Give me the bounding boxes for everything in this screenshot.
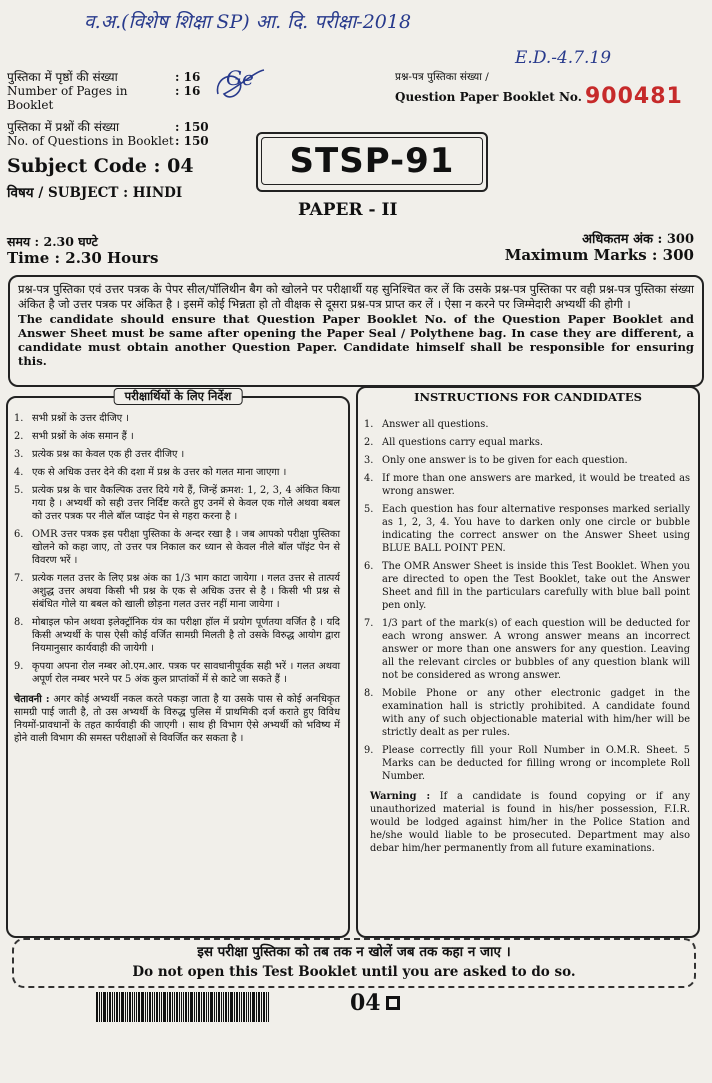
barcode-bar	[239, 992, 240, 1022]
pages-value-en: : 16	[175, 84, 201, 98]
hindi-instruction-item-text: सभी प्रश्नों के उत्तर दीजिए ।	[32, 413, 130, 424]
paper-number: PAPER - II	[298, 200, 398, 220]
english-instruction-item-text: Answer all questions.	[382, 419, 489, 430]
barcode-bar	[210, 992, 213, 1022]
english-instruction-item-number: 6.	[364, 561, 374, 572]
barcode-bar	[174, 992, 175, 1022]
english-instructions-list	[358, 388, 698, 783]
english-instruction-item	[364, 503, 690, 555]
english-instruction-item-text: Only one answer is to be given for each question.	[382, 455, 628, 466]
barcode-bar	[246, 992, 247, 1022]
barcode-bar	[223, 992, 224, 1022]
barcode-bar	[228, 992, 229, 1022]
pages-label-en: Number of Pages in Booklet	[7, 84, 128, 112]
barcode-bar	[114, 992, 115, 1022]
hindi-instruction-item-number: 5.	[14, 485, 24, 496]
barcode-bar	[230, 992, 233, 1022]
barcode-bar	[112, 992, 113, 1022]
subject-code: Subject Code : 04	[7, 155, 194, 177]
barcode-bar	[198, 992, 200, 1022]
hindi-instruction-item-text: प्रत्येक गलत उत्तर के लिए प्रश्न अंक का 1/3 भाग काटा जायेगा । गलत उत्तर से तात्पर्य अशुद्ध उत्तर अथवा किसी भी प्रश्न के एक से अधिक उत्तर से है । किसी भी प्रश्न से संबंधित गोले या बबल को खाली छोड़ना गलत उत्तर नहीं माना जायेगा ।	[32, 573, 340, 610]
english-instruction-item-text: Each question has four alternative responses marked serially as 1, 2, 3, 4. You have to darken only one circle or bubble indicating the correct answer on the Answer Sheet using BLUE BALL POINT PEN.	[382, 504, 690, 554]
english-warning-text: If a candidate is found copying or if any unauthorized material is found in his/her possession, F.I.R. would be lodged against him/her in the Police Station and he/she would liable to be prosecuted. Department may also debar him/her permanently from all future examinations.	[370, 791, 690, 854]
hindi-instructions-panel	[6, 389, 350, 938]
barcode-bar	[145, 992, 146, 1022]
barcode-bar	[261, 992, 262, 1022]
hindi-instruction-item-number: 8.	[14, 617, 24, 628]
english-instruction-item-number: 8.	[364, 688, 374, 699]
booklet-number-block	[395, 70, 705, 109]
barcode-bar	[258, 992, 260, 1022]
barcode-bar	[119, 992, 120, 1022]
barcode-bar	[241, 992, 242, 1022]
hindi-instruction-item-text: कृपया अपना रोल नम्बर ओ.एम.आर. पत्रक पर सावधानीपूर्वक सही भरें । गलत अथवा अपूर्ण रोल नम्बर भरने पर 5 अंक कुल प्राप्तांकों में से काटे जा सकते हैं ।	[32, 661, 340, 685]
pages-label-hi: पुस्तिका में पृष्ठों की संख्या	[7, 70, 118, 84]
footer-code: 04	[350, 990, 381, 1016]
barcode-bar	[208, 992, 209, 1022]
barcode-bar	[252, 992, 255, 1022]
hindi-instruction-item	[14, 660, 340, 686]
questions-label-en: No. of Questions in Booklet	[7, 134, 174, 148]
hindi-instruction-item	[14, 484, 340, 523]
barcode-bar	[152, 992, 153, 1022]
handwritten-date-note: E.D.-4.7.19	[515, 48, 612, 68]
barcode-bar	[147, 992, 148, 1022]
barcode-bar	[169, 992, 171, 1022]
paper-code: STSP-91	[261, 137, 483, 185]
barcode-bar	[109, 992, 111, 1022]
barcode-bar	[256, 992, 257, 1022]
subject-name: विषय / SUBJECT : HINDI	[7, 185, 183, 201]
barcode-bar	[138, 992, 140, 1022]
english-instructions-heading: INSTRUCTIONS FOR CANDIDATES	[414, 390, 642, 404]
hindi-instruction-item-number: 1.	[14, 413, 24, 424]
english-instruction-item-text: All questions carry equal marks.	[382, 437, 543, 448]
booklet-number-label-hi: प्रश्न-पत्र पुस्तिका संख्या /	[395, 71, 489, 83]
hindi-warning-text: अगर कोई अभ्यर्थी नकल करते पकड़ा जाता है या उसके पास से कोई अनधिकृत सामग्री पाई जाती है, तो उस अभ्यर्थी के विरुद्ध पुलिस में प्राथमिकी दर्ज कराते हुए विविध नियमों-प्रावधानों के तहत कार्यवाही की जाएगी । साथ ही विभाग ऐसे अभ्यर्थी को भविष्य में होने वाली विभाग की समस्त परीक्षाओं से विवर्जित कर सकता है ।	[14, 694, 340, 744]
hindi-instruction-item-number: 3.	[14, 449, 24, 460]
english-instructions-panel	[356, 386, 700, 938]
english-instruction-item	[364, 472, 690, 498]
barcode-bar	[101, 992, 102, 1022]
handwritten-top-note: व.अ.(विशेष शिक्षा SP) आ. दि. परीक्षा-2018	[84, 11, 412, 33]
english-instruction-item-number: 3.	[364, 455, 374, 466]
barcode-bar	[188, 992, 189, 1022]
barcode-bar	[132, 992, 133, 1022]
barcode-bar	[96, 992, 98, 1022]
hindi-instruction-item-number: 2.	[14, 431, 24, 442]
paper-code-badge	[256, 132, 488, 192]
barcode-bar	[221, 992, 222, 1022]
barcode-bar	[218, 992, 220, 1022]
hindi-instruction-item	[14, 572, 340, 611]
barcode-bar	[136, 992, 137, 1022]
hindi-instruction-item	[14, 528, 340, 567]
hindi-instruction-item-text: सभी प्रश्नों के अंक समान हैं ।	[32, 431, 134, 442]
hindi-instruction-item-text: प्रत्येक प्रश्न का केवल एक ही उत्तर दीजिए ।	[32, 449, 185, 460]
barcode-bar	[183, 992, 184, 1022]
english-instruction-item-text: The OMR Answer Sheet is inside this Test Booklet. When you are directed to open the Test Booklet, take out the Answer Sheet and fill in the particulars carefully with blue ball point pen only.	[382, 561, 690, 611]
barcode-bar	[161, 992, 162, 1022]
do-not-open-hindi: इस परीक्षा पुस्तिका को तब तक न खोलें जब तक कहा न जाए ।	[197, 944, 511, 960]
booklet-info	[7, 70, 227, 148]
barcode-bar	[167, 992, 168, 1022]
barcode-bar	[201, 992, 202, 1022]
barcode-bar	[149, 992, 151, 1022]
hindi-instructions-list	[8, 398, 348, 686]
english-instruction-item	[364, 560, 690, 612]
english-instruction-item-text: 1/3 part of the mark(s) of each question will be deducted for each wrong answer. A wrong answer means an incorrect answer or more than one answers for any question. Leaving all the relevant circles or bubbles of any question blank will not be considered as wrong answer.	[382, 618, 690, 681]
barcode-bar	[234, 992, 235, 1022]
hindi-instruction-item-number: 7.	[14, 573, 24, 584]
barcode-bar	[134, 992, 135, 1022]
barcode-bar	[203, 992, 205, 1022]
barcode-bar	[159, 992, 160, 1022]
hindi-instruction-item-text: OMR उत्तर पत्रक इस परीक्षा पुस्तिका के अन्दर रखा है । जब आपको परीक्षा पुस्तिका खोलने को कहा जाए, तो उत्तर पत्र निकाल कर ध्यान से केवल नीले बॉल पॉइंट पेन से विवरण भरें ।	[32, 529, 340, 566]
time-hi: समय : 2.30 घण्टे	[7, 234, 98, 249]
english-instruction-item-number: 4.	[364, 473, 374, 484]
barcode-bar	[216, 992, 217, 1022]
barcode-bar	[99, 992, 100, 1022]
do-not-open-notice	[12, 938, 696, 988]
hindi-instruction-item-number: 9.	[14, 661, 24, 672]
barcode-bar	[176, 992, 178, 1022]
hindi-instruction-item-number: 6.	[14, 529, 24, 540]
barcode-bar	[206, 992, 207, 1022]
english-instruction-item	[364, 418, 690, 431]
barcode-bar	[121, 992, 124, 1022]
hindi-instruction-item-text: प्रत्येक प्रश्न के चार वैकल्पिक उत्तर दिये गये हैं, जिन्हें क्रमश: 1, 2, 3, 4 अंकित किया गया है । अभ्यर्थी को सही उत्तर निर्दिष्ट करते हुए उनमें से केवल एक गोले अथवा बबल को उत्तर पत्रक पर नीले बॉल प्वाइंट पेन से गहरा करना है ।	[32, 485, 340, 522]
hindi-instructions-heading: परीक्षार्थियों के लिए निर्देश	[114, 388, 243, 405]
barcode-bar	[127, 992, 128, 1022]
questions-value-hi: : 150	[175, 120, 209, 134]
barcode-bar	[250, 992, 251, 1022]
handwritten-initials: Ge	[226, 66, 254, 90]
questions-value-en: : 150	[175, 134, 209, 148]
barcode-bar	[194, 992, 195, 1022]
english-instruction-item-number: 5.	[364, 504, 374, 515]
ensure-booklet-notice	[8, 275, 704, 387]
english-instruction-item	[364, 687, 690, 739]
barcode-bar	[181, 992, 182, 1022]
hindi-instruction-item-number: 4.	[14, 467, 24, 478]
barcode-bar	[141, 992, 144, 1022]
english-instruction-item	[364, 617, 690, 682]
hindi-instruction-item	[14, 412, 340, 425]
barcode-bar	[156, 992, 158, 1022]
english-instruction-item-number: 7.	[364, 618, 374, 629]
english-instruction-item	[364, 744, 690, 783]
english-warning	[358, 788, 698, 855]
hindi-warning	[8, 691, 348, 745]
barcode-bar	[214, 992, 215, 1022]
hindi-instruction-item	[14, 466, 340, 479]
english-warning-label: Warning :	[370, 791, 431, 802]
booklet-number-label-en: Question Paper Booklet No.	[395, 89, 582, 104]
hindi-instruction-item-text: मोबाइल फोन अथवा इलेक्ट्रॉनिक यंत्र का परीक्षा हॉल में प्रयोग पूर्णतया वर्जित है । यदि किसी अभ्यर्थी के पास ऐसी कोई वर्जित सामग्री मिलती है तो उसके विरुद्ध आयोग द्वारा नियमानुसार कार्यवाही की जायेगी ।	[32, 617, 340, 654]
marks-hi: अधिकतम अंक : 300	[582, 232, 694, 247]
questions-label-hi: पुस्तिका में प्रश्नों की संख्या	[7, 120, 120, 134]
barcode-bar	[163, 992, 166, 1022]
barcode-bar	[129, 992, 131, 1022]
hindi-instruction-item	[14, 430, 340, 443]
barcode-bar	[172, 992, 173, 1022]
barcode-bar	[268, 992, 269, 1022]
barcode-bar	[266, 992, 267, 1022]
footer-square-icon	[386, 996, 400, 1010]
barcode-bar	[125, 992, 126, 1022]
barcode-bar	[179, 992, 180, 1022]
barcode-bar	[103, 992, 106, 1022]
hindi-instruction-item	[14, 448, 340, 461]
english-instruction-item-text: Please correctly fill your Roll Number in O.M.R. Sheet. 5 Marks can be deducted for filling wrong or incomplete Roll Number.	[382, 745, 690, 782]
booklet-serial-number: 900481	[585, 84, 683, 109]
pages-value-hi: : 16	[175, 70, 201, 84]
english-instruction-item-number: 9.	[364, 745, 374, 756]
english-instruction-item	[364, 454, 690, 467]
hindi-instruction-item	[14, 616, 340, 655]
hindi-warning-label: चेतावनी :	[14, 694, 50, 705]
barcode-bar	[185, 992, 187, 1022]
barcode-bar	[190, 992, 193, 1022]
english-instruction-item-text: If more than one answers are marked, it would be treated as wrong answer.	[382, 473, 690, 497]
do-not-open-english: Do not open this Test Booklet until you are asked to do so.	[132, 964, 576, 980]
hindi-instruction-item-text: एक से अधिक उत्तर देने की दशा में प्रश्न के उत्तर को गलत माना जाएगा ।	[32, 467, 287, 478]
barcode-bar	[263, 992, 265, 1022]
barcode-bar	[107, 992, 108, 1022]
barcode-bar	[243, 992, 245, 1022]
barcode-bar	[236, 992, 238, 1022]
marks-en: Maximum Marks : 300	[504, 246, 694, 264]
barcode-bar	[154, 992, 155, 1022]
notice-hindi: प्रश्न-पत्र पुस्तिका एवं उत्तर पत्रक के पेपर सील/पॉलिथीन बैग को खोलने पर परीक्षार्थी यह सुनिश्चित कर लें कि उसके प्रश्न-पत्र पुस्तिका पर वही प्रश्न-पत्र पुस्तिका संख्या अंकित है जो उत्तर पत्रक पर अंकित है । इसमें कोई भिन्नता हो तो वीक्षक से दूसरा प्रश्न-पत्र प्राप्त कर लें । ऐसा न करने पर जिम्मेदारी अभ्यर्थी की होगी ।	[18, 282, 694, 311]
english-instruction-item-number: 2.	[364, 437, 374, 448]
barcode-bar	[225, 992, 227, 1022]
notice-english: The candidate should ensure that Question Paper Booklet No. of the Question Paper Booklet and Answer Sheet must be same after opening the Paper Seal / Polythene bag. In case they are different, a candidate must obtain another Question Paper. Candidate himself shall be responsible for ensuring this.	[18, 312, 694, 368]
barcode-bar	[116, 992, 118, 1022]
english-instruction-item	[364, 436, 690, 449]
time-en: Time : 2.30 Hours	[7, 249, 159, 267]
english-instruction-item-number: 1.	[364, 419, 374, 430]
barcode-bar	[196, 992, 197, 1022]
barcode-bar	[248, 992, 249, 1022]
booklet-barcode	[96, 992, 336, 1022]
english-instruction-item-text: Mobile Phone or any other electronic gadget in the examination hall is strictly prohibited. A candidate found with any of such objectionable material with him/her will be strictly dealt as per rules.	[382, 688, 690, 738]
